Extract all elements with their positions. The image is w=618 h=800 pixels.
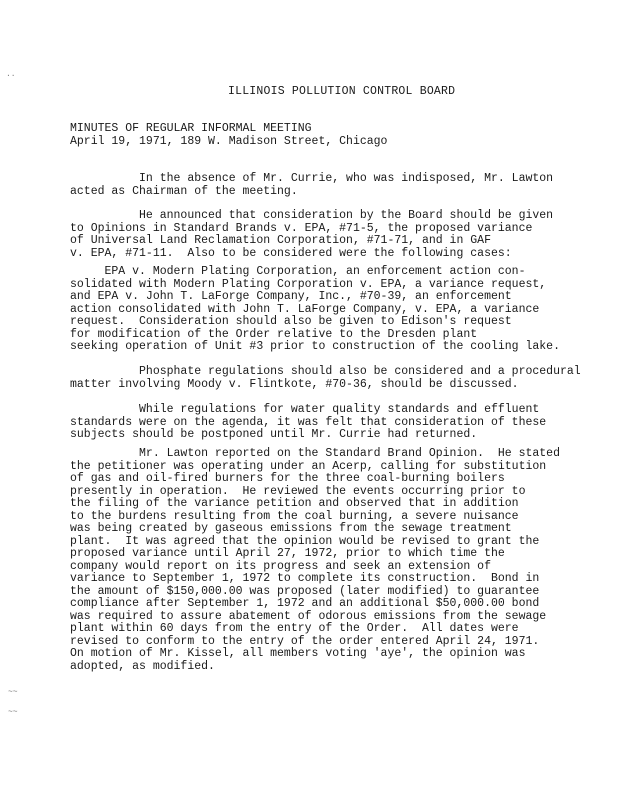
meeting-date-location: April 19, 1971, 189 W. Madison Street, Chicago — [70, 135, 388, 148]
paragraph-cases: EPA v. Modern Plating Corporation, an enforcement action con- solidated with Modern Plating Corporation v. EPA, a variance request, and EPA v. John T. LaForge Company, Inc., #70-39, an enforcement action consolidated with John T. LaForge Company, v. EPA, a variance request. Consideration should also be given to Edison's request for modification of the Order relative to the Dresden plant seeking operation of Unit #3 prior to construction of the cooling lake. — [70, 265, 560, 353]
margin-mark: ~~ — [8, 688, 18, 697]
document-title: ILLINOIS POLLUTION CONTROL BOARD — [228, 85, 456, 98]
margin-mark: .. — [6, 70, 16, 79]
meeting-heading: MINUTES OF REGULAR INFORMAL MEETING — [70, 122, 312, 135]
paragraph-opinions: He announced that consideration by the Board should be given to Opinions in Standard Brands v. EPA, #71-5, the proposed variance of Universal Land Reclamation Corporation, #71-71, and in GAF v. EPA, #71-11. Also to be considered were the following cases: — [70, 209, 554, 260]
paragraph-water-quality: While regulations for water quality standards and effluent standards were on the agenda, it was felt that consideration of these subjects should be postponed until Mr. Currie had returned. — [70, 403, 547, 441]
paragraph-phosphate: Phosphate regulations should also be considered and a procedural matter involving Moody v. Flintkote, #70-36, should be discussed. — [70, 365, 581, 391]
paragraph-chairman: In the absence of Mr. Currie, who was indisposed, Mr. Lawton acted as Chairman of the meeting. — [70, 172, 554, 198]
margin-mark: ~~ — [8, 708, 18, 717]
paragraph-standard-brand: Mr. Lawton reported on the Standard Brand Opinion. He stated the petitioner was operating under an Acerp, calling for substitution of gas and oil-fired burners for the three coal-burning boilers presently in operation. He reviewed the events occurring prior to the filing of the variance petition and observed that in addition to the burdens resulting from the coal burning, a severe nuisance was being created by gaseous emissions from the sewage treatment plant. It was agreed that the opinion would be revised to grant the proposed variance until April 27, 1972, prior to which time the company would report on its progress and seek an extension of variance to September 1, 1972 to complete its construction. Bond in the amount of $150,000.00 was proposed (later modified) to guarantee compliance after September 1, 1972 and an additional $50,000.00 bond was required to assure abatement of odorous emissions from the sewage plant within 60 days from the entry of the Order. All dates were revised to conform to the entry of the order entered April 24, 1971. On motion of Mr. Kissel, all members voting 'aye', the opinion was adopted, as modified. — [70, 447, 560, 673]
